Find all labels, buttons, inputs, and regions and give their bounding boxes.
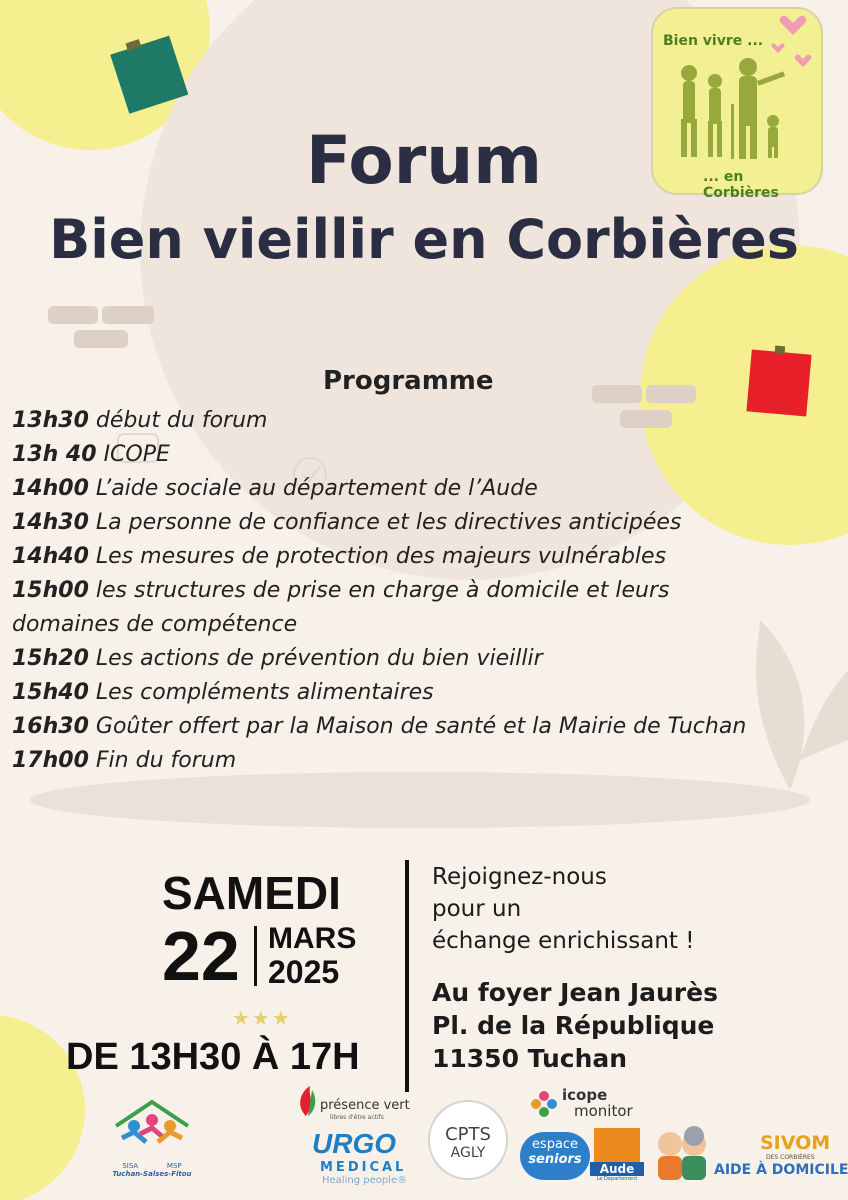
icope-text-a: icope (562, 1086, 608, 1104)
programme-item (12, 472, 842, 506)
espace-seniors-logo (520, 1132, 590, 1180)
programme-heading: Programme (323, 366, 494, 396)
invite-line2: pour un (432, 896, 522, 922)
item-time: 16h30 (12, 714, 89, 739)
page-title-line2: Bien vieillir en Corbières (49, 208, 799, 271)
item-text: Les actions de prévention du bien vieillir (95, 646, 543, 671)
item-time: 15h00 (12, 578, 89, 603)
programme-item (12, 744, 842, 778)
programme-item (12, 506, 842, 540)
invite-line3: échange enrichissant ! (432, 928, 695, 954)
item-time: 15h40 (12, 680, 89, 705)
item-time: 13h30 (12, 408, 89, 433)
urgo-logo (296, 1128, 420, 1186)
leaf-icon (296, 1086, 318, 1118)
item-time: 13h 40 (12, 442, 97, 467)
sivom-sub: DES CORBIÈRES (766, 1154, 815, 1161)
urgo-tag: Healing people® (322, 1175, 408, 1186)
flower-icon (530, 1090, 558, 1122)
page-title-line1: Forum (305, 122, 543, 199)
event-date-number: 22 (162, 917, 240, 995)
item-time: 14h30 (12, 510, 89, 535)
item-time: 15h20 (12, 646, 89, 671)
cpts-text-b: AGLY (450, 1145, 486, 1161)
cpts-logo (428, 1100, 508, 1180)
item-text: La personne de confiance et les directives anticipées (95, 510, 682, 535)
house-people-icon (108, 1098, 196, 1158)
event-year: 2025 (268, 954, 340, 990)
item-text: les structures de prise en charge à domicile et leurs domaines de compétence (12, 578, 670, 637)
bricks-left (48, 306, 154, 348)
msp-logo (108, 1098, 196, 1188)
date-separator (254, 926, 257, 986)
programme-item (12, 710, 842, 744)
stars-decoration: ★★★ (232, 1006, 292, 1030)
presence-text: présence vert (320, 1098, 410, 1113)
urgo-text: URGO (312, 1128, 396, 1159)
event-month: MARS (268, 922, 357, 955)
beige-ellipse-bottom (30, 772, 810, 828)
aude-logo (590, 1128, 644, 1182)
aude-text: Aude (590, 1162, 644, 1176)
sivom-logo (652, 1120, 848, 1182)
event-hours: DE 13H30 À 17H (66, 1036, 360, 1078)
programme-item (12, 404, 842, 438)
item-time: 17h00 (12, 748, 89, 773)
urgo-medical: MEDICAL (320, 1160, 407, 1175)
programme-item (12, 540, 842, 574)
vertical-separator (405, 860, 409, 1092)
icope-text-b: monitor (574, 1102, 633, 1120)
programme-item (12, 642, 842, 676)
sivom-text: SIVOM (760, 1132, 831, 1154)
item-text: Goûter offert par la Maison de santé et la Mairie de Tuchan (95, 714, 747, 739)
programme-list (12, 404, 842, 778)
logo-bottom-text: ... en Corbières (703, 169, 779, 201)
item-time: 14h40 (12, 544, 89, 569)
venue-line3: 11350 Tuchan (432, 1044, 628, 1073)
aide-domicile-text: AIDE À DOMICILE (714, 1162, 848, 1178)
msp-label-a: SISA (122, 1162, 139, 1170)
item-text: Les compléments alimentaires (95, 680, 434, 705)
item-text: Les mesures de protection des majeurs vulnérables (95, 544, 667, 569)
programme-item (12, 574, 752, 642)
seniors-text: seniors (528, 1152, 582, 1167)
item-text: L’aide sociale au département de l’Aude (95, 476, 538, 501)
item-text: Fin du forum (95, 748, 237, 773)
logo-top-text: Bien vivre ... (663, 33, 764, 49)
cpts-text-a: CPTS (445, 1124, 491, 1145)
item-text: début du forum (95, 408, 268, 433)
msp-label-b: MSP (166, 1162, 182, 1170)
invite-line1: Rejoignez-nous (432, 864, 607, 890)
espace-text: espace (531, 1137, 579, 1152)
presence-sub: libres d'être actifs (330, 1114, 384, 1121)
item-text: ICOPE (103, 442, 170, 467)
aude-sub: Le Département (596, 1176, 638, 1182)
msp-name: Tuchan-Salses-Fitou (112, 1170, 192, 1178)
event-day: SAMEDI (162, 867, 341, 919)
venue-line1: Au foyer Jean Jaurès (432, 978, 718, 1007)
item-time: 14h00 (12, 476, 89, 501)
programme-item (12, 438, 842, 472)
elderly-couple-icon (652, 1122, 712, 1182)
programme-item (12, 676, 842, 710)
venue-line2: Pl. de la République (432, 1011, 715, 1040)
